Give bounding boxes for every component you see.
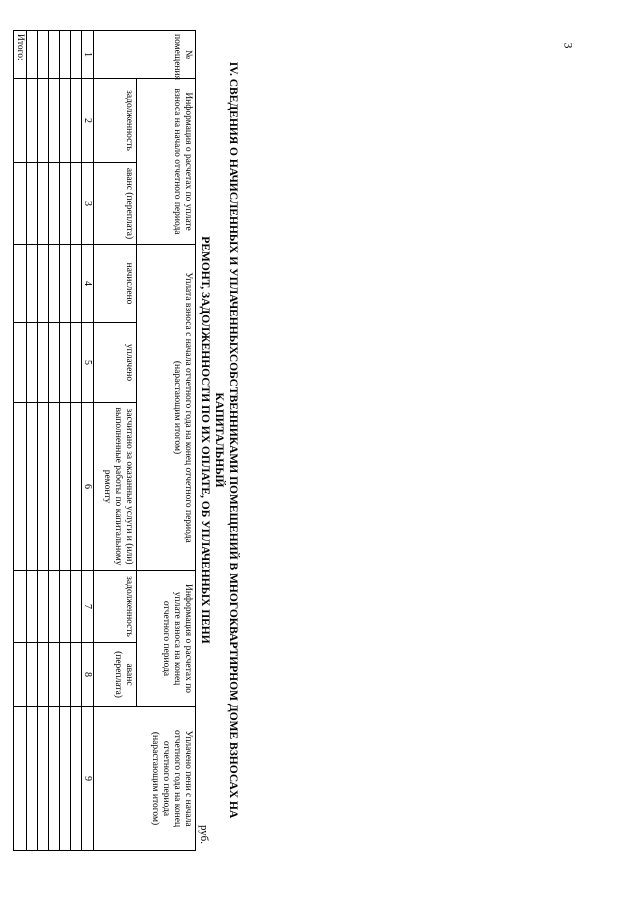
subheader-debt-end: задолженность (94, 571, 137, 643)
section-heading (198, 30, 240, 850)
table-row (49, 31, 60, 851)
column-number: 8 (82, 643, 94, 707)
column-number: 9 (82, 707, 94, 851)
table-cell[interactable] (71, 707, 82, 851)
total-row (14, 31, 27, 851)
table-cell[interactable] (38, 403, 49, 571)
table-cell[interactable] (14, 403, 27, 571)
total-label: Итого: (14, 31, 27, 79)
subheader-accrued: начислено (94, 245, 137, 323)
table-cell[interactable] (71, 403, 82, 571)
table-cell[interactable] (49, 323, 60, 403)
table-cell[interactable] (27, 707, 38, 851)
table-cell[interactable] (49, 707, 60, 851)
table-cell[interactable] (60, 245, 71, 323)
table-cell[interactable] (14, 79, 27, 163)
header-end-period: Информация о расчетах по уплате взноса на конец отчетного периода (137, 571, 196, 707)
table-cell[interactable] (14, 163, 27, 245)
table-cell[interactable] (14, 707, 27, 851)
table-cell[interactable] (49, 245, 60, 323)
table-cell[interactable] (49, 643, 60, 707)
subheader-debt-start: задолженность (94, 79, 137, 163)
rotated-form-section (15, 30, 240, 850)
table-row (27, 31, 38, 851)
subheader-offset: засчитано за оказанные услуги и (или) выполненные работы по капитальному ремонту (94, 403, 137, 571)
table-header-row-1 (137, 31, 196, 851)
table-cell[interactable] (60, 163, 71, 245)
table-row (38, 31, 49, 851)
table-cell[interactable] (38, 79, 49, 163)
subheader-advance-start: аванс (переплата) (94, 163, 137, 245)
header-payment: Уплата взноса с начала отчетного года на конец отчетного периода (нарастающим итогом) (137, 245, 196, 571)
table-cell[interactable] (14, 323, 27, 403)
header-room-number: № помещения (94, 31, 196, 79)
column-number: 5 (82, 323, 94, 403)
table-cell[interactable] (38, 323, 49, 403)
table-cell[interactable] (71, 323, 82, 403)
table-cell[interactable] (49, 79, 60, 163)
table-cell[interactable] (71, 31, 82, 79)
table-cell[interactable] (27, 643, 38, 707)
table-cell[interactable] (71, 163, 82, 245)
column-number-row (82, 31, 94, 851)
table-row (60, 31, 71, 851)
table-cell[interactable] (60, 31, 71, 79)
table-cell[interactable] (27, 323, 38, 403)
table-cell[interactable] (38, 571, 49, 643)
table-cell[interactable] (27, 571, 38, 643)
table-cell[interactable] (38, 163, 49, 245)
table-row (71, 31, 82, 851)
table-cell[interactable] (38, 643, 49, 707)
header-penalty-paid: Уплачено пени с начала отчетного года на конец отчетного периода (нарастающим итогом) (94, 707, 196, 851)
table-cell[interactable] (27, 31, 38, 79)
table-cell[interactable] (27, 403, 38, 571)
column-number: 1 (82, 31, 94, 79)
table-cell[interactable] (49, 403, 60, 571)
column-number: 7 (82, 571, 94, 643)
currency-unit: руб. (198, 824, 210, 844)
table-cell[interactable] (71, 245, 82, 323)
page-number: 3 (561, 42, 576, 49)
table-cell[interactable] (60, 79, 71, 163)
table-cell[interactable] (14, 571, 27, 643)
section-heading-line-2: РЕМОНТ, ЗАДОЛЖЕННОСТИ ПО ИХ ОПЛАТЕ, ОБ УПЛАЧЕННЫХ ПЕНИ (199, 236, 211, 644)
table-cell[interactable] (60, 323, 71, 403)
header-start-period: Информация о расчетах по уплате взноса на начало отчетного периода (137, 79, 196, 245)
table-cell[interactable] (38, 31, 49, 79)
table-cell[interactable] (60, 643, 71, 707)
table-cell[interactable] (71, 643, 82, 707)
table-cell[interactable] (60, 571, 71, 643)
column-number: 2 (82, 79, 94, 163)
table-cell[interactable] (60, 707, 71, 851)
table-cell[interactable] (38, 245, 49, 323)
table-cell[interactable] (38, 707, 49, 851)
table-cell[interactable] (71, 571, 82, 643)
table-cell[interactable] (60, 403, 71, 571)
column-number: 3 (82, 163, 94, 245)
column-number: 6 (82, 403, 94, 571)
table-cell[interactable] (27, 79, 38, 163)
table-cell[interactable] (49, 31, 60, 79)
contributions-table (13, 30, 196, 851)
section-heading-line-1: IV. СВЕДЕНИЯ О НАЧИСЛЕННЫХ И УПЛАЧЕННЫХСОБСТВЕННИКАМИ ПОМЕЩЕНИЙ В МНОГОКВАРТИРНОМ ДОМЕ ВЗНОСАХ НА КАПИТАЛЬНЫЙ (213, 61, 239, 819)
table-cell[interactable] (71, 79, 82, 163)
table-cell[interactable] (49, 571, 60, 643)
subheader-paid: уплачено (94, 323, 137, 403)
table-cell[interactable] (27, 245, 38, 323)
subheader-advance-end: аванс (переплата) (94, 643, 137, 707)
table-cell[interactable] (49, 163, 60, 245)
column-number: 4 (82, 245, 94, 323)
table-cell[interactable] (14, 643, 27, 707)
table-cell[interactable] (27, 163, 38, 245)
table-cell[interactable] (14, 245, 27, 323)
